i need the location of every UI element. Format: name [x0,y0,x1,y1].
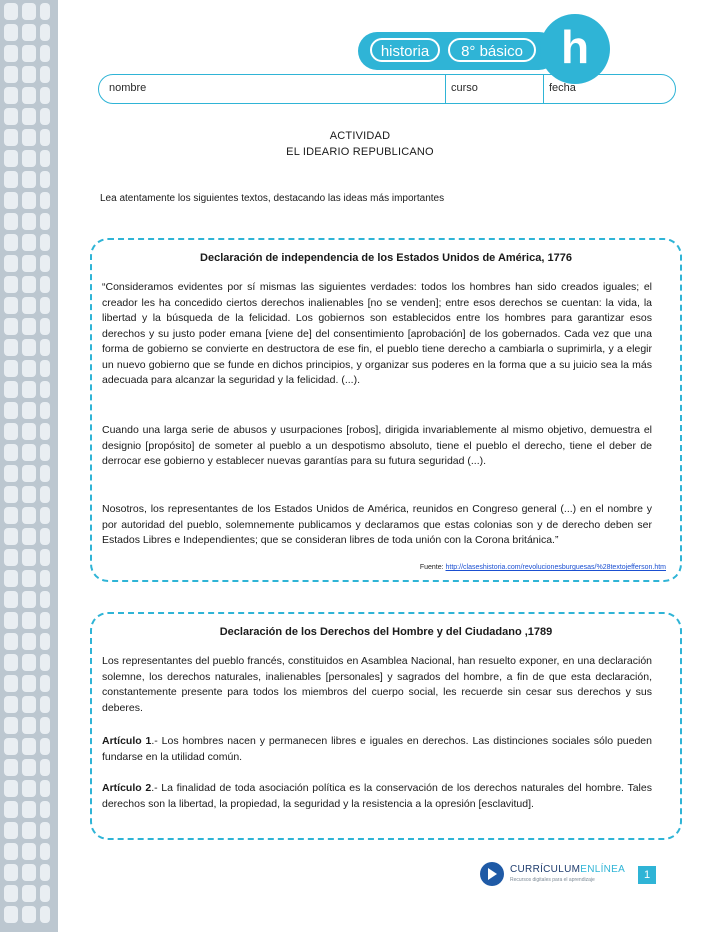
strip-cell [4,402,18,419]
strip-cell [4,570,18,587]
strip-cell [40,297,50,314]
strip-cell [22,843,36,860]
paragraph: Los representantes del pueblo francés, constituidos en Asamblea Nacional, han resuelto exponer, en una declaración solemne, los derechos naturales, inalienables [personales] y sagrados del hombre, a fin de que esta declaración, constantemente presente para todos los miembros del cuerpo social, les recuerde sin cesar sus derechos y sus deberes. [102,655,652,714]
grade-tag: 8° básico [448,38,536,62]
strip-cell [22,360,36,377]
strip-cell [22,864,36,881]
strip-cell [4,549,18,566]
strip-cell [40,591,50,608]
strip-cell [4,633,18,650]
source-label: Fuente: [419,564,446,571]
strip-cell [4,66,18,83]
strip-cell [4,444,18,461]
strip-cell [40,696,50,713]
strip-cell [40,465,50,482]
strip-cell [4,297,18,314]
brand-tagline: Recursos digitales para el aprendizaje [510,877,595,883]
strip-cell [40,864,50,881]
strip-cell [22,717,36,734]
strip-cell [22,654,36,671]
strip-cell [4,192,18,209]
strip-cell [22,738,36,755]
strip-cell [4,528,18,545]
strip-cell [40,822,50,839]
strip-cell [22,486,36,503]
subject-logo-letter: h [540,14,610,84]
strip-cell [40,528,50,545]
activity-label: ACTIVIDAD [329,130,391,142]
strip-cell [40,171,50,188]
strip-cell [4,360,18,377]
strip-cell [40,486,50,503]
strip-cell [4,717,18,734]
strip-cell [40,738,50,755]
strip-cell [22,612,36,629]
strip-cell [22,822,36,839]
strip-cell [4,381,18,398]
strip-cell [4,171,18,188]
article-label: Artículo 1 [102,735,152,747]
strip-cell [22,696,36,713]
strip-cell [40,654,50,671]
strip-cell [4,822,18,839]
strip-cell [22,276,36,293]
strip-cell [40,570,50,587]
box-title: Declaración de independencia de los Estados Unidos de América, 1776 [200,252,572,264]
strip-cell [22,549,36,566]
strip-cell [40,402,50,419]
strip-cell [4,465,18,482]
divider [543,75,544,103]
strip-cell [22,66,36,83]
strip-cell [40,318,50,335]
strip-cell [40,45,50,62]
strip-cell [22,339,36,356]
name-field-label: nombre [109,82,147,94]
article-text: .- La finalidad de toda asociación política es la conservación de los derechos naturales del hombre. Tales derechos son la libertad, la propiedad, la seguridad y la resistencia a la opresión [esclavitud]. [102,782,652,810]
strip-cell [40,717,50,734]
strip-cell [22,318,36,335]
strip-cell [4,843,18,860]
strip-cell [4,276,18,293]
strip-cell [22,234,36,251]
strip-cell [22,24,36,41]
strip-cell [40,906,50,923]
strip-cell [22,507,36,524]
strip-cell [22,255,36,272]
strip-cell [22,528,36,545]
strip-cell [4,234,18,251]
strip-cell [22,444,36,461]
strip-cell [40,276,50,293]
strip-cell [22,87,36,104]
strip-cell [4,759,18,776]
strip-cell [4,255,18,272]
strip-cell [4,885,18,902]
strip-cell [22,3,36,20]
strip-cell [40,444,50,461]
strip-cell [4,3,18,20]
strip-cell [4,423,18,440]
strip-cell [4,507,18,524]
article-text: .- Los hombres nacen y permanecen libres e iguales en derechos. Las distinciones sociales sólo pueden fundarse en la utilidad común. [102,735,652,763]
strip-cell [4,675,18,692]
source-citation [420,564,666,571]
source-link[interactable]: http://claseshistoria.com/revolucionesburguesas/%28textojefferson.htm [445,564,666,571]
strip-cell [4,591,18,608]
strip-cell [22,591,36,608]
strip-cell [22,675,36,692]
strip-cell [40,780,50,797]
brand-part: CURRÍCULUM [510,864,581,875]
strip-cell [40,549,50,566]
strip-cell [40,213,50,230]
box-title: Declaración de los Derechos del Hombre y del Ciudadano ,1789 [219,626,553,638]
curriculum-en-linea-logo [480,862,660,890]
strip-cell [40,108,50,125]
divider [445,75,446,103]
strip-cell [40,255,50,272]
strip-cell [4,24,18,41]
strip-cell [40,3,50,20]
paragraph: Cuando una larga serie de abusos y usurpaciones [robos], dirigida invariablemente al mismo objetivo, demuestra el designio [propósito] de someter al pueblo a un despotismo absoluto, tiene el pueblo el derecho, tiene el deber de derrocar ese gobierno y establecer nuevas garantías para su futura seguridad (...). [102,424,652,467]
strip-cell [4,696,18,713]
strip-cell [22,108,36,125]
strip-cell [4,801,18,818]
strip-cell [40,612,50,629]
strip-cell [40,192,50,209]
text-box-independence [90,238,682,582]
strip-cell [4,213,18,230]
strip-cell [40,885,50,902]
strip-cell [40,234,50,251]
strip-cell [22,780,36,797]
strip-cell [40,66,50,83]
article-label: Artículo 2 [102,782,152,794]
text-box-rights-of-man [90,612,682,840]
article-1 [102,734,652,765]
strip-cell [4,318,18,335]
strip-cell [22,570,36,587]
strip-cell [40,24,50,41]
article-2 [102,781,652,812]
play-arrow-icon [480,862,504,886]
course-field-label: curso [451,82,478,94]
paragraph: “Consideramos evidentes por sí mismas las siguientes verdades: todos los hombres han sido creados iguales; el creador les ha concedido ciertos derechos inalienables [no se venden]; entre esos derechos se cuentan: la vida, la libertad y la búsqueda de la felicidad. Los gobiernos son establecidos entre los hombres para garantizar esos derechos y su justo poder emana [viene de] del consentimiento [aprobación] de los gobernados. Cada vez que una forma de gobierno se convierte en destructora de ese fin, el pueblo tiene derecho a cambiarla o suprimirla, y a elegir un nuevo gobierno que se funde en dichos principios, y organizar sus poderes en la forma que a su juicio sea la más adecuada para alcanzar la seguridad y la felicidad. (...). [102,281,652,386]
header-subject-pill [358,32,558,70]
strip-cell [22,423,36,440]
strip-cell [22,171,36,188]
strip-cell [22,633,36,650]
strip-cell [4,906,18,923]
activity-title: EL IDEARIO REPUBLICANO [286,146,434,158]
strip-cell [22,801,36,818]
strip-cell [22,402,36,419]
strip-cell [4,87,18,104]
student-info-row [98,74,676,104]
strip-cell [22,45,36,62]
strip-cell [40,423,50,440]
strip-cell [22,213,36,230]
strip-cell [4,108,18,125]
strip-cell [40,381,50,398]
strip-cell [40,801,50,818]
brand-name [510,864,625,875]
date-field-label: fecha [549,82,576,94]
strip-cell [4,486,18,503]
strip-cell [40,675,50,692]
strip-cell [22,906,36,923]
instructions: Lea atentamente los siguientes textos, destacando las ideas más importantes [100,193,445,204]
strip-cell [40,759,50,776]
strip-cell [4,612,18,629]
strip-cell [40,360,50,377]
strip-cell [4,864,18,881]
strip-cell [4,654,18,671]
subject-tag: historia [370,38,440,62]
strip-cell [40,339,50,356]
strip-cell [4,45,18,62]
strip-cell [4,780,18,797]
strip-cell [22,381,36,398]
strip-cell [40,843,50,860]
strip-cell [4,738,18,755]
strip-cell [22,192,36,209]
brand-part: ENLÍNEA [580,864,626,875]
strip-cell [22,297,36,314]
strip-cell [40,87,50,104]
page-number: 1 [638,866,656,884]
paragraph: Nosotros, los representantes de los Estados Unidos de América, reunidos en Congreso general (...) en el nombre y por autoridad del pueblo, solemnemente publicamos y declaramos que estas colonias son y de derecho deben ser Estados Libres e Independientes; que se consideran libres de toda unión con la Corona británica.” [102,503,652,546]
strip-cell [40,633,50,650]
strip-cell [4,339,18,356]
strip-cell [40,507,50,524]
strip-cell [22,759,36,776]
strip-cell [22,885,36,902]
strip-cell [22,465,36,482]
